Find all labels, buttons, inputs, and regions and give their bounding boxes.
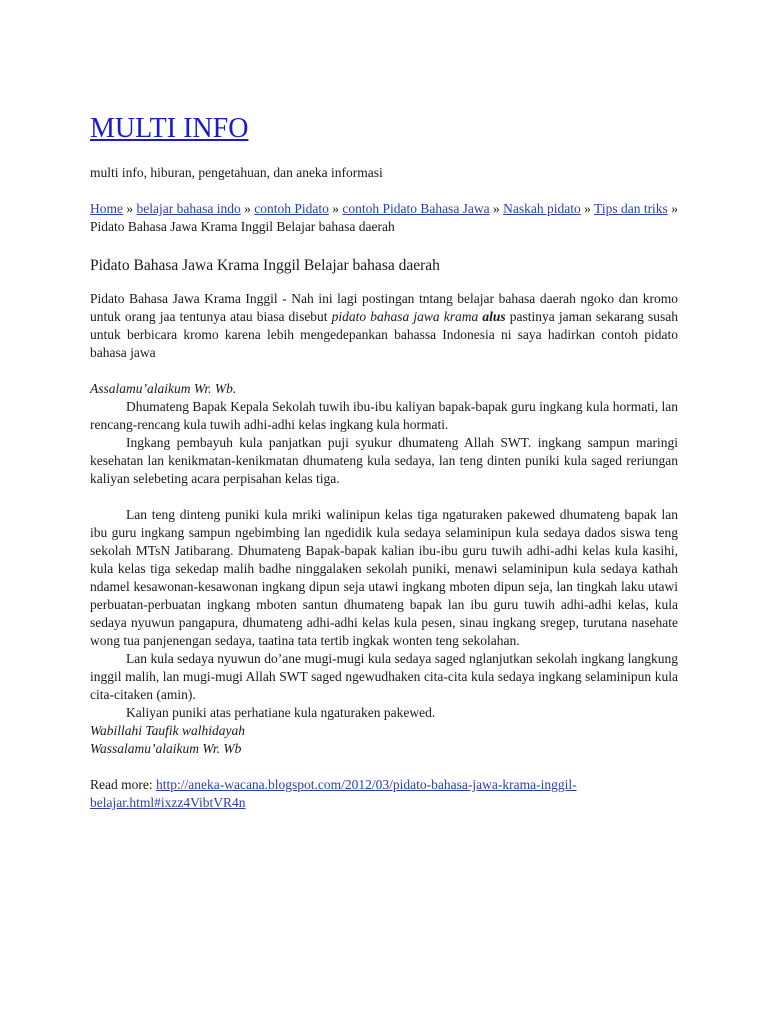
read-more-link[interactable]: http://aneka-wacana.blogspot.com/2012/03/pidato-bahasa-jawa-krama-inggil-belajar.html#ixzz4VibtVR4n — [90, 777, 577, 810]
speech-closing: Wabillahi Taufik walhidayah — [90, 723, 246, 738]
site-title — [90, 112, 678, 146]
site-tagline: multi info, hiburan, pengetahuan, dan aneka informasi — [90, 165, 383, 180]
breadcrumb-link-contoh-pidato[interactable]: contoh Pidato — [254, 201, 329, 216]
speech-paragraph: Dhumateng Bapak Kepala Sekolah tuwih ibu-ibu kaliyan bapak-bapak guru ingkang kula hormati, lan rencang-rencang kula tuwih adhi-adhi kelas ingkang kula hormati. — [90, 399, 678, 432]
speech-greeting: Assalamu’alaikum Wr. Wb. — [90, 381, 237, 396]
breadcrumb-current: Pidato Bahasa Jawa Krama Inggil Belajar bahasa daerah — [90, 219, 395, 234]
breadcrumb-separator: » — [493, 201, 500, 216]
post-intro-text: Pidato Bahasa Jawa Krama Inggil - Nah ini lagi postingan tntang belajar bahasa daerah ngoko dan kromo untuk orang jaa tentunya atau biasa disebut — [90, 291, 678, 324]
document-page — [90, 112, 678, 812]
paragraph-spacer — [90, 488, 678, 506]
breadcrumb-link-tips-dan-triks[interactable]: Tips dan triks — [594, 201, 668, 216]
breadcrumb-link-naskah-pidato[interactable]: Naskah pidato — [503, 201, 581, 216]
post-title: Pidato Bahasa Jawa Krama Inggil Belajar bahasa daerah — [90, 257, 440, 274]
speech-paragraph: Kaliyan puniki atas perhatiane kula ngaturaken pakewed. — [126, 705, 436, 720]
post-intro-italic: pidato bahasa jawa krama — [331, 309, 479, 324]
breadcrumb-separator: » — [671, 201, 678, 216]
post-intro — [90, 290, 678, 362]
read-more — [90, 776, 678, 812]
breadcrumb-link-home[interactable]: Home — [90, 201, 123, 216]
breadcrumb-separator: » — [332, 201, 339, 216]
speech-paragraph: Ingkang pembayuh kula panjatkan puji syukur dhumateng Allah SWT. ingkang sampun maringi kesehatan lan kenikmatan-kenikmatan dhumateng kula sedaya, lan teng dinten puniki kula saged reriungan kaliyan selebeting acara perpisahan kelas tiga. — [90, 435, 678, 486]
speech-paragraph: Lan kula sedaya nyuwun do’ane mugi-mugi kula sedaya saged nglanjutkan sekolah ingkang langkung inggil malih, lan mugi-mugi Allah SWT saged ngewudhaken cita-cita kula sedaya ingkang selaminipun kula cita-citaken (amin). — [90, 651, 678, 702]
breadcrumb-separator: » — [584, 201, 591, 216]
breadcrumb — [90, 200, 678, 236]
breadcrumb-link-contoh-pidato-bahasa-jawa[interactable]: contoh Pidato Bahasa Jawa — [342, 201, 490, 216]
site-title-link[interactable]: MULTI INFO — [90, 113, 249, 144]
read-more-label: Read more: — [90, 777, 156, 792]
breadcrumb-separator: » — [244, 201, 251, 216]
speech-paragraph: Lan teng dinteng puniki kula mriki walinipun kelas tiga ngaturaken pakewed dhumateng bapak lan ibu guru ingkang sampun ngebimbing lan ngedidik kula sedaya selaminipun kula sedaya dados siswa teng sekolah MTsN Jatibarang. Dhumateng Bapak-bapak kalian ibu-ibu guru tuwih adhi-adhi kelas kula kasihi, kula kelas tiga sekedap malih badhe ninggalaken sekolah puniki, menawi selaminipun kula sedaya kathah ndamel kesawonan-kesawonan ingkang dipun seja utawi ingkang mboten dipun seja, lan tingkah laku utawi perbuatan-perbuatan ingkang mboten santun dhumateng bapak lan ibu guru tuwih adhi-adhi kelas, kula sedaya nyuwun pangapura, dhumateng adhi-adhi kelas kula pesen, sinau ingkang sregep, turutana nasehate wong tua panjenengan sedaya, taatina tata tertib ingkak wonten teng sekolahan. — [90, 507, 678, 648]
breadcrumb-separator: » — [126, 201, 134, 216]
post-intro-bold: alus — [482, 309, 506, 324]
post-intro-text-end: pastinya jaman sekarang susah untuk berbicara kromo karena lebih mengedepankan bahassa Indonesia ni saya hadirkan contoh pidato bahasa jawa — [90, 309, 678, 360]
breadcrumb-link-belajar-bahasa-indo[interactable]: belajar bahasa indo — [136, 201, 241, 216]
speech-closing: Wassalamu’alaikum Wr. Wb — [90, 741, 242, 756]
